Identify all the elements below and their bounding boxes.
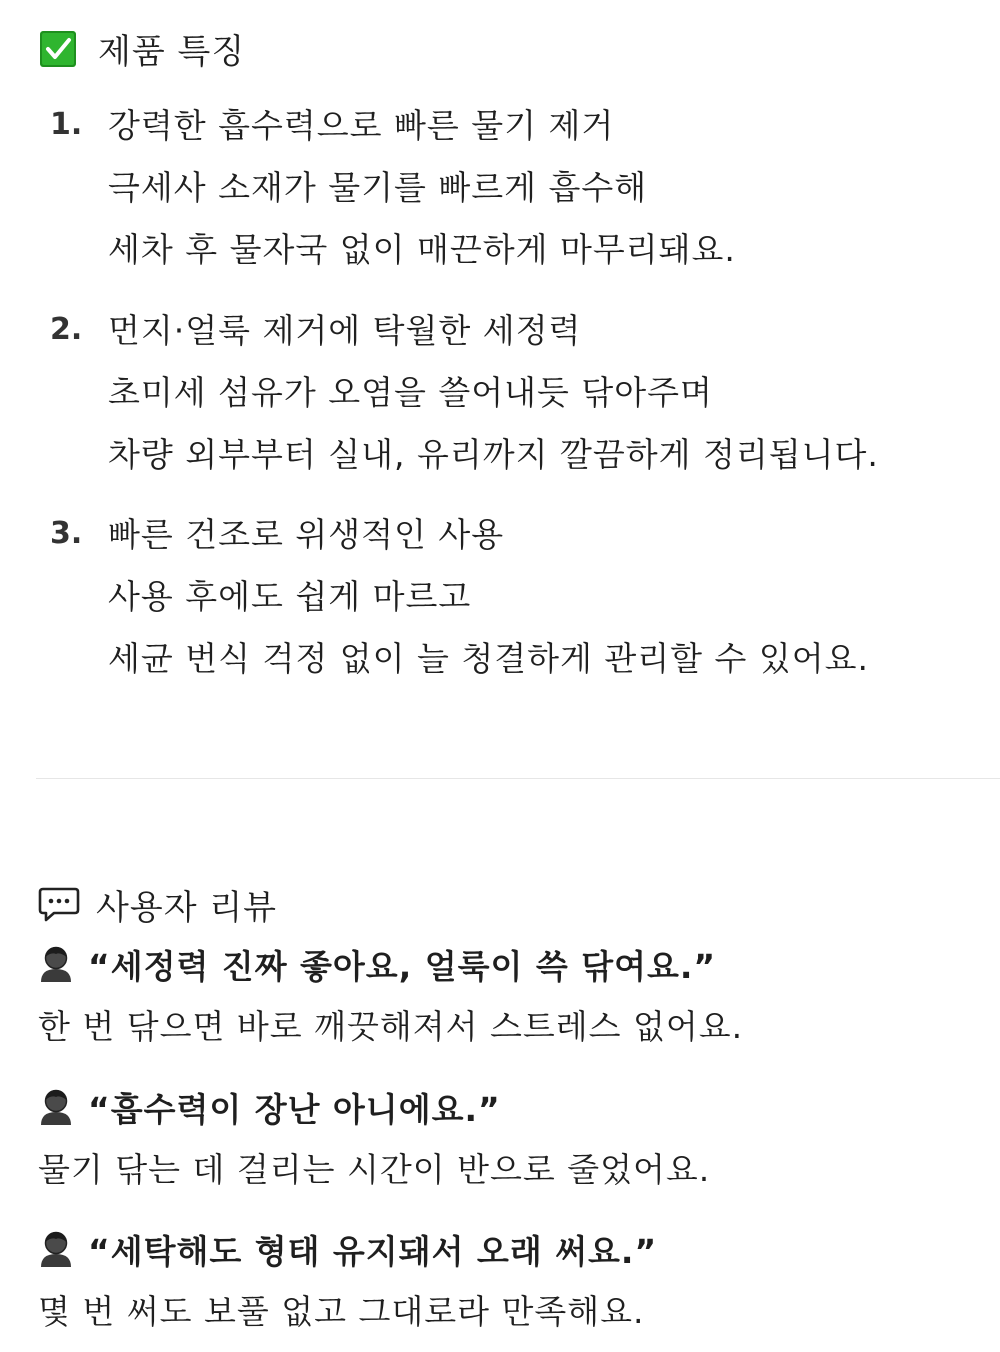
review-quote: “흡수력이 장난 아니에요.” <box>88 1089 501 1129</box>
feature-description-line: 차량 외부부터 실내, 유리까지 깔끔하게 정리됩니다. <box>108 435 879 474</box>
person-icon <box>38 1088 74 1126</box>
review-item-2 <box>38 1077 978 1201</box>
feature-title: 먼지·얼룩 제거에 탁월한 세정력 <box>108 311 582 350</box>
feature-description-line: 초미세 섬유가 오염을 쓸어내듯 닦아주며 <box>108 373 713 412</box>
feature-description-line: 세차 후 물자국 없이 매끈하게 마무리돼요. <box>108 230 736 269</box>
feature-number: 1. <box>50 107 83 142</box>
reviews-heading <box>38 880 277 929</box>
review-comment: 물기 닦는 데 걸리는 시간이 반으로 줄었어요. <box>38 1150 711 1189</box>
features-heading <box>40 24 245 73</box>
feature-number: 3. <box>50 516 83 551</box>
review-item-3 <box>38 1219 978 1343</box>
check-mark-icon <box>40 31 76 67</box>
review-quote: “세탁해도 형태 유지돼서 오래 써요.” <box>88 1231 658 1271</box>
review-item-1 <box>38 934 978 1058</box>
feature-title: 빠른 건조로 위생적인 사용 <box>108 515 505 554</box>
feature-description-line: 사용 후에도 쉽게 마르고 <box>108 577 472 616</box>
review-comment: 몇 번 써도 보풀 없고 그대로라 만족해요. <box>38 1292 645 1331</box>
feature-item-3 <box>50 504 970 690</box>
feature-item-1 <box>50 95 970 281</box>
feature-number: 2. <box>50 312 83 347</box>
review-quote: “세정력 진짜 좋아요, 얼룩이 쓱 닦여요.” <box>88 946 717 986</box>
review-comment: 한 번 닦으면 바로 깨끗해져서 스트레스 없어요. <box>38 1007 744 1046</box>
features-heading-text: 제품 특징 <box>98 32 246 72</box>
feature-item-2 <box>50 300 970 486</box>
feature-description-line: 세균 번식 걱정 없이 늘 청결하게 관리할 수 있어요. <box>108 639 869 678</box>
person-icon <box>38 1230 74 1268</box>
speech-bubble-icon <box>38 886 80 924</box>
feature-description-line: 극세사 소재가 물기를 빠르게 흡수해 <box>108 168 648 207</box>
reviews-heading-text: 사용자 리뷰 <box>96 888 278 928</box>
person-icon <box>38 945 74 983</box>
feature-title: 강력한 흡수력으로 빠른 물기 제거 <box>108 106 615 145</box>
section-divider <box>36 778 1000 779</box>
